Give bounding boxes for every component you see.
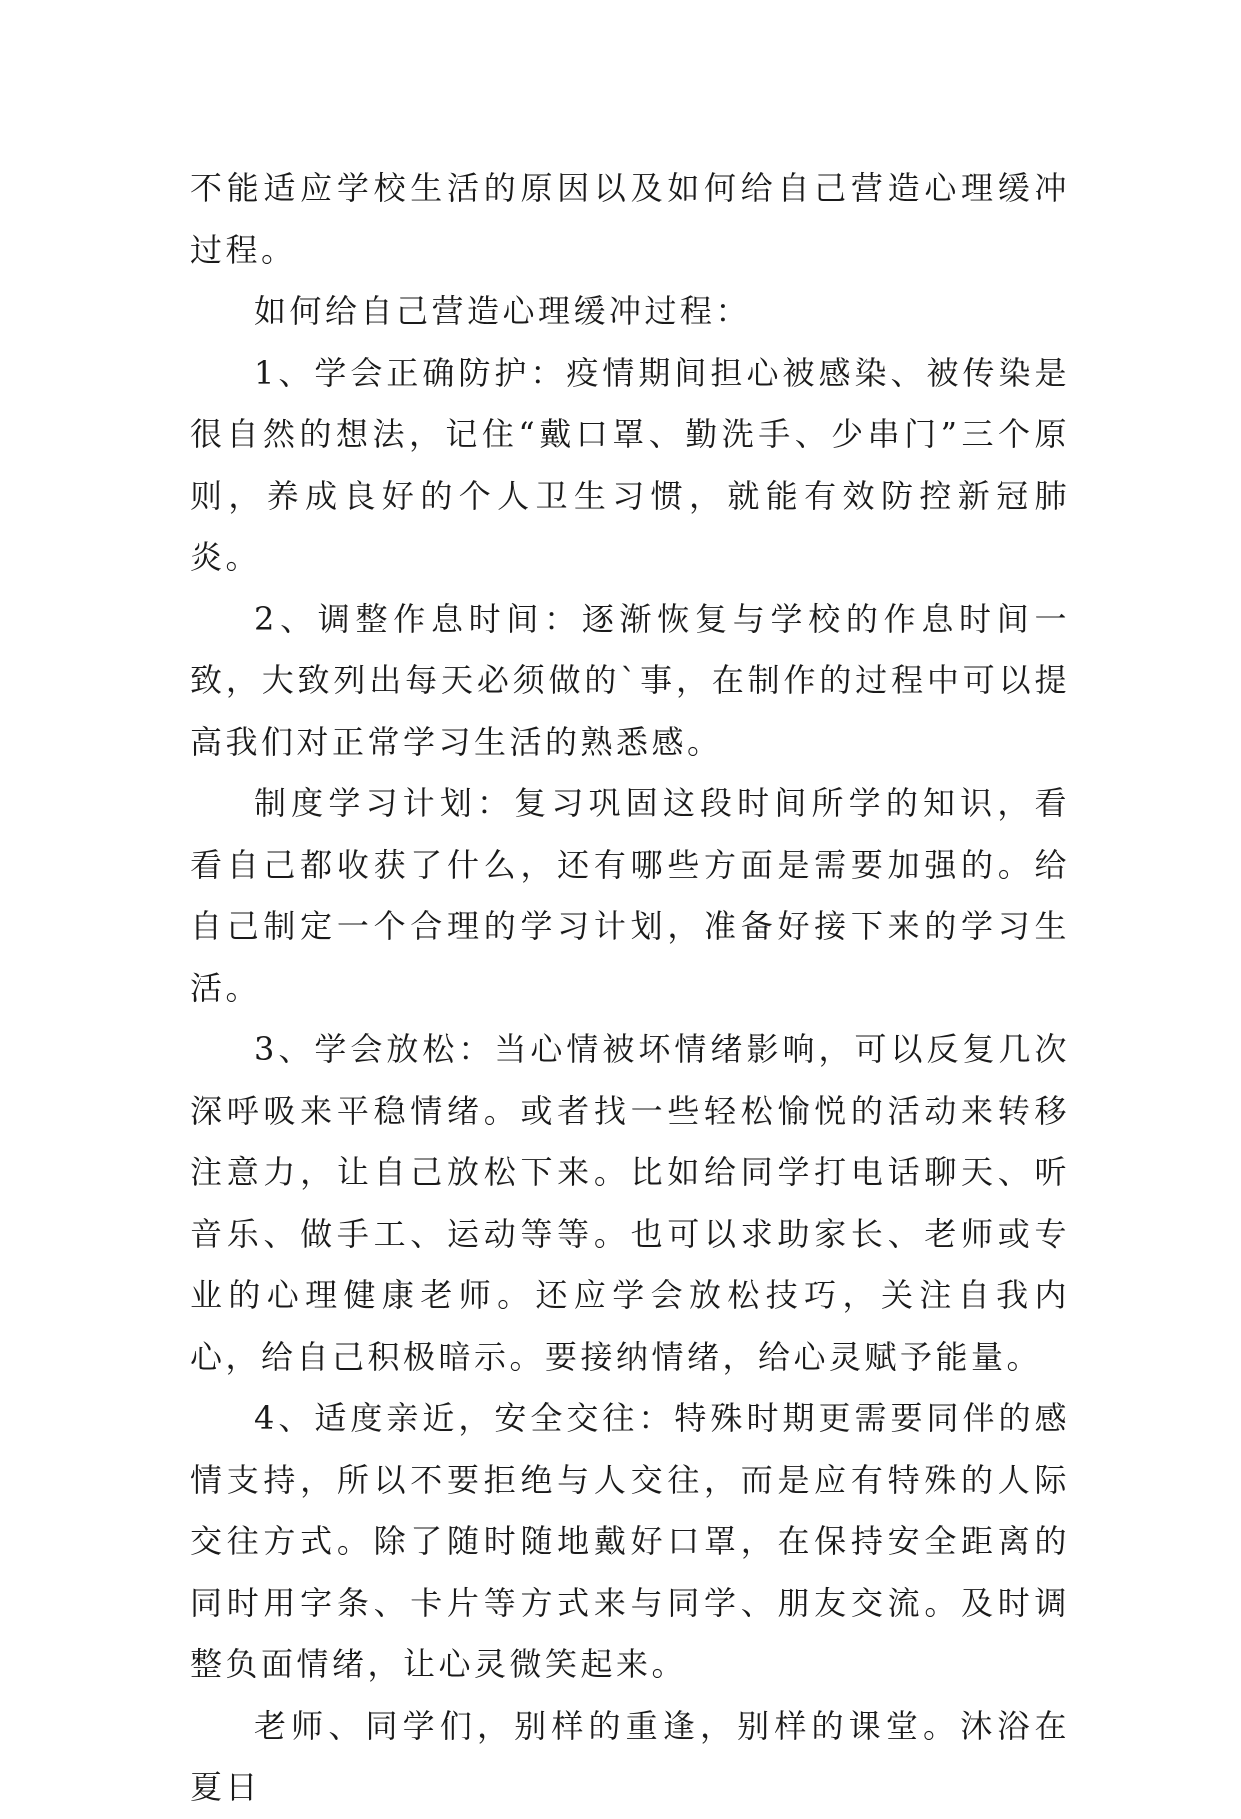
paragraph: 3、学会放松：当心情被坏情绪影响，可以反复几次深呼吸来平稳情绪。或者找一些轻松愉悦的活动来转移注意力，让自己放松下来。比如给同学打电话聊天、听音乐、做手工、运动等等。也可以求助家长、老师或专业的心理健康老师。还应学会放松技巧，关注自我内心，给自己积极暗示。要接纳情绪，给心灵赋予能量。 (190, 1030, 1070, 1376)
paragraph: 不能适应学校生活的原因以及如何给自己营造心理缓冲过程。 (190, 169, 1070, 269)
paragraph: 2、调整作息时间：逐渐恢复与学校的作息时间一致，大致列出每天必须做的`事，在制作的过程中可以提高我们对正常学习生活的熟悉感。 (190, 599, 1070, 761)
paragraph: 1、学会正确防护：疫情期间担心被感染、被传染是很自然的想法，记住“戴口罩、勤洗手、少串门”三个原则，养成良好的个人卫生习惯，就能有效防控新冠肺炎。 (190, 353, 1070, 576)
paragraph: 如何给自己营造心理缓冲过程： (254, 292, 752, 330)
paragraph: 制度学习计划：复习巩固这段时间所学的知识，看看自己都收获了什么，还有哪些方面是需要加强的。给自己制定一个合理的学习计划，准备好接下来的学习生活。 (190, 784, 1070, 1007)
document-body (190, 158, 1070, 1819)
paragraph: 老师、同学们，别样的重逢，别样的课堂。沐浴在夏日 (190, 1706, 1070, 1806)
paragraph: 4、适度亲近，安全交往：特殊时期更需要同伴的感情支持，所以不要拒绝与人交往，而是应有特殊的人际交往方式。除了随时随地戴好口罩，在保持安全距离的同时用字条、卡片等方式来与同学、朋友交流。及时调整负面情绪，让心灵微笑起来。 (190, 1399, 1070, 1683)
